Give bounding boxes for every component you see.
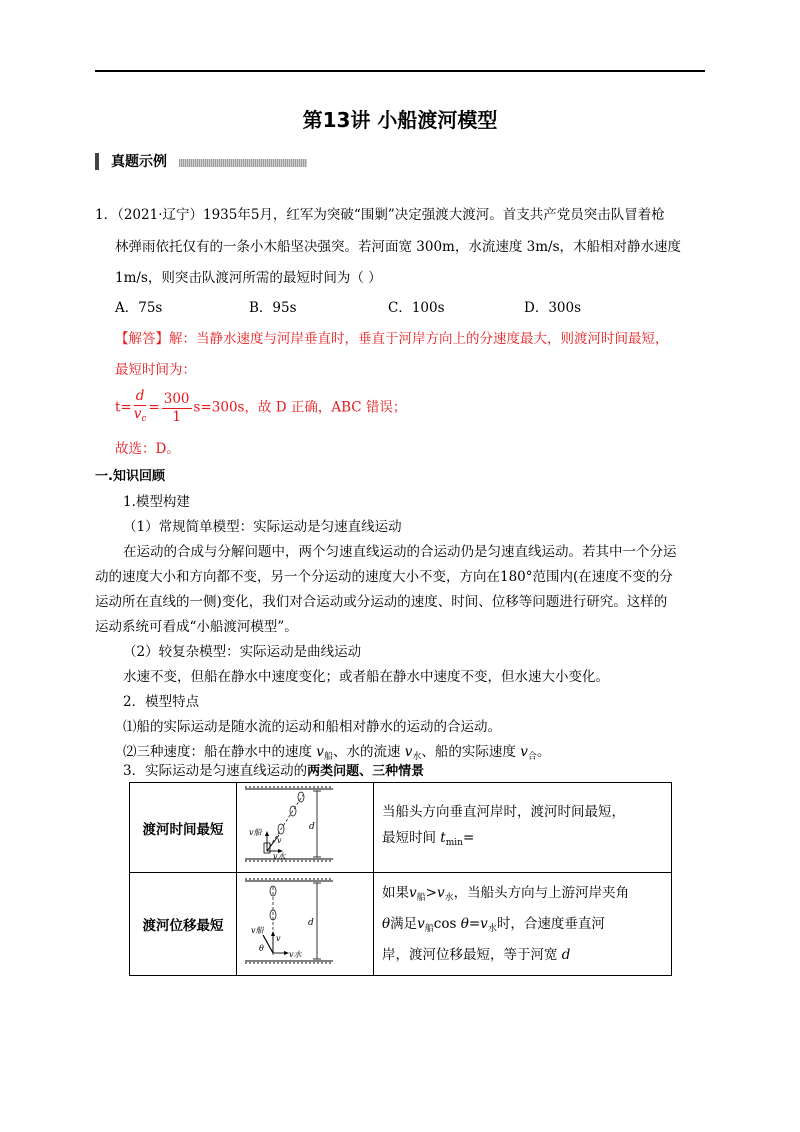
row-2-l2-b: 时，合速度垂直河 xyxy=(496,916,605,932)
section-rule xyxy=(179,159,307,167)
option-d-text: 300s xyxy=(548,300,582,316)
label-v-boat: v船 xyxy=(251,926,264,935)
item3-bold: 两类问题、三种情景 xyxy=(307,764,425,779)
feat2-part-a: ⑵三种速度：船在静水中的速度 xyxy=(123,744,317,760)
row-1-text xyxy=(374,783,672,873)
v-arrowhead xyxy=(271,931,275,936)
label-v-water: v水 xyxy=(289,950,302,959)
formula-v: v xyxy=(133,406,142,422)
answer-line-2: 最短时间为： xyxy=(115,362,196,378)
feat2-v-boat-sub: 船 xyxy=(323,752,333,762)
row-1-text-b: 最短时间 xyxy=(382,830,441,846)
feat2-part-b: 、水的流速 xyxy=(332,744,405,760)
question-line-2: 林弹雨依托仅有的一条小木船坚决强突。若河面宽 300m，水流速度 3m/s，木船相对静水速度 xyxy=(115,239,682,255)
formula-fraction-1 xyxy=(134,388,147,428)
label-v: v xyxy=(276,934,281,943)
page-title: 第13讲 小船渡河模型 xyxy=(302,108,498,132)
row-1-label: 渡河时间最短 xyxy=(130,783,237,873)
v-boat-arrowhead xyxy=(265,831,269,836)
row-2-text xyxy=(374,873,672,976)
boat-start xyxy=(263,935,273,953)
shortest-time-diagram xyxy=(237,783,373,868)
boat-end xyxy=(298,792,304,802)
label-d: d xyxy=(309,822,315,832)
feat2-v-result: v xyxy=(520,744,528,760)
formula-d: d xyxy=(134,388,147,406)
review-sub-2-text: 水速不变，但船在静水中速度变化；或者船在静水中速度不变，但水速大小变化。 xyxy=(123,669,609,685)
formula-denominator xyxy=(134,406,147,428)
row-2-l2-a: 满足 xyxy=(390,916,418,932)
section-marker xyxy=(95,153,99,170)
label-theta: θ xyxy=(259,944,264,953)
row-2-l1-b: ，当船头方向与上游河岸夹角 xyxy=(453,885,630,901)
row-1-text-a: 当船头方向垂直河岸时，渡河时间最短， xyxy=(382,804,625,820)
question-line-1: 1．（2021·辽宁）1935年5月，红军为突破“围剿”决定强渡大渡河。首支共产党员突击队冒着枪 xyxy=(95,207,665,223)
section-header xyxy=(95,151,307,171)
formula-tail: s=300s，故 D 正确，ABC 错误； xyxy=(193,399,407,416)
review-item-1: 1.模型构建 xyxy=(123,494,190,510)
row-1-t-sub: min xyxy=(445,838,463,848)
review-item-2: 2．模型特点 xyxy=(123,694,200,710)
trajectory xyxy=(267,795,303,851)
row-2-l1-gt: > xyxy=(425,885,437,901)
section-title: 真题示例 xyxy=(111,154,167,170)
label-d: d xyxy=(308,918,314,928)
row-2-l2-eq: = xyxy=(468,916,481,932)
row-2-l1-v-water: v xyxy=(436,885,445,901)
feat2-part-c: 、船的实际速度 xyxy=(421,744,521,760)
review-item-3 xyxy=(123,762,424,781)
option-d xyxy=(524,299,581,317)
answer-conclusion: 故选：D。 xyxy=(115,441,180,457)
option-c xyxy=(388,299,445,317)
answer-tag: 【解答】 xyxy=(115,331,169,347)
review-para-2: 动的速度大小和方向都不变，另一个分运动的速度大小不变，方向在180°范围内(在速度不变的分 xyxy=(95,569,673,585)
option-b-text: 95s xyxy=(272,300,297,316)
label-v-boat: v船 xyxy=(249,828,262,837)
row-1-t: t xyxy=(440,830,446,846)
option-b-letter: B． xyxy=(249,300,273,316)
feat2-v-water: v xyxy=(404,744,413,760)
formula-t: t= xyxy=(115,399,132,416)
table-row xyxy=(130,783,672,873)
answer-formula xyxy=(115,388,406,428)
option-b xyxy=(249,299,297,317)
formula-fraction-2 xyxy=(162,391,192,426)
review-sub-2: （2）较复杂模型：实际运动是曲线运动 xyxy=(123,644,362,660)
row-2-l1-v-water-sub: 水 xyxy=(444,893,454,903)
row-2-l2-theta: θ xyxy=(382,916,391,932)
formula-num: 300 xyxy=(163,390,190,407)
model-table xyxy=(129,782,672,976)
row-2-label: 渡河位移最短 xyxy=(130,873,237,976)
row-2-l2-v-boat-sub: 船 xyxy=(424,924,434,934)
row-2-l2-theta2: θ xyxy=(460,916,469,932)
row-2-l2-v-water: v xyxy=(480,916,488,932)
review-heading: 一.知识回顾 xyxy=(95,469,165,484)
review-para-1: 在运动的合成与分解问题中，两个匀速直线运动的合运动仍是匀速直线运动。若其中一个分运 xyxy=(123,544,677,560)
formula-v-sub: c xyxy=(141,414,147,424)
table-row xyxy=(130,873,672,976)
review-sub-1: （1）常规简单模型：实际运动是匀速直线运动 xyxy=(123,519,402,535)
item3-text: 3．实际运动是匀速直线运动的 xyxy=(123,763,308,779)
answer-line-1 xyxy=(115,330,669,348)
option-a-letter: A． xyxy=(115,300,139,316)
option-a xyxy=(115,299,162,317)
row-2-l1-v-boat: v xyxy=(409,885,417,901)
option-c-letter: C． xyxy=(388,300,412,316)
formula-eq: = xyxy=(148,399,160,416)
option-a-text: 75s xyxy=(138,300,163,316)
feat2-part-d: 。 xyxy=(536,744,551,760)
feat2-v-water-sub: 水 xyxy=(412,752,422,762)
review-para-3: 运动所在直线的一侧)变化，我们对合运动或分运动的速度、时间、位移等问题进行研究。这样的 xyxy=(95,594,668,610)
row-1-eq: = xyxy=(462,830,475,846)
option-c-text: 100s xyxy=(411,300,445,316)
row-1-figure xyxy=(237,783,374,873)
row-2-figure xyxy=(237,873,374,976)
row-2-l2-v-boat: v xyxy=(417,916,425,932)
shortest-displacement-diagram xyxy=(237,873,373,971)
option-d-letter: D． xyxy=(524,300,549,316)
label-v-water: v水 xyxy=(273,852,286,861)
row-2-l2-cos: cos xyxy=(433,916,461,932)
row-2-l3-a: 岸，渡河位移最短，等于河宽 xyxy=(382,947,562,963)
row-2-l1-a: 如果 xyxy=(382,885,409,901)
label-v: v xyxy=(277,836,282,845)
row-2-l1-v-boat-sub: 船 xyxy=(416,893,426,903)
header-rule xyxy=(95,70,705,72)
feat2-v-boat: v xyxy=(316,744,324,760)
row-2-l2-v-water-sub: 水 xyxy=(487,924,497,934)
question-line-3: 1m/s，则突击队渡河所需的最短时间为（ ） xyxy=(115,270,382,286)
row-2-l3-d: d xyxy=(561,947,571,963)
feat2-v-result-sub: 合 xyxy=(527,752,537,762)
formula-den: 1 xyxy=(172,408,181,425)
review-para-4: 运动系统可看成“小船渡河模型”。 xyxy=(95,619,298,635)
answer-text: 解：当静水速度与河岸垂直时，垂直于河岸方向上的分速度最大，则渡河时间最短， xyxy=(169,331,669,347)
review-feature-1: ⑴船的实际运动是随水流的运动和船相对静水的运动的合运动。 xyxy=(123,719,501,735)
